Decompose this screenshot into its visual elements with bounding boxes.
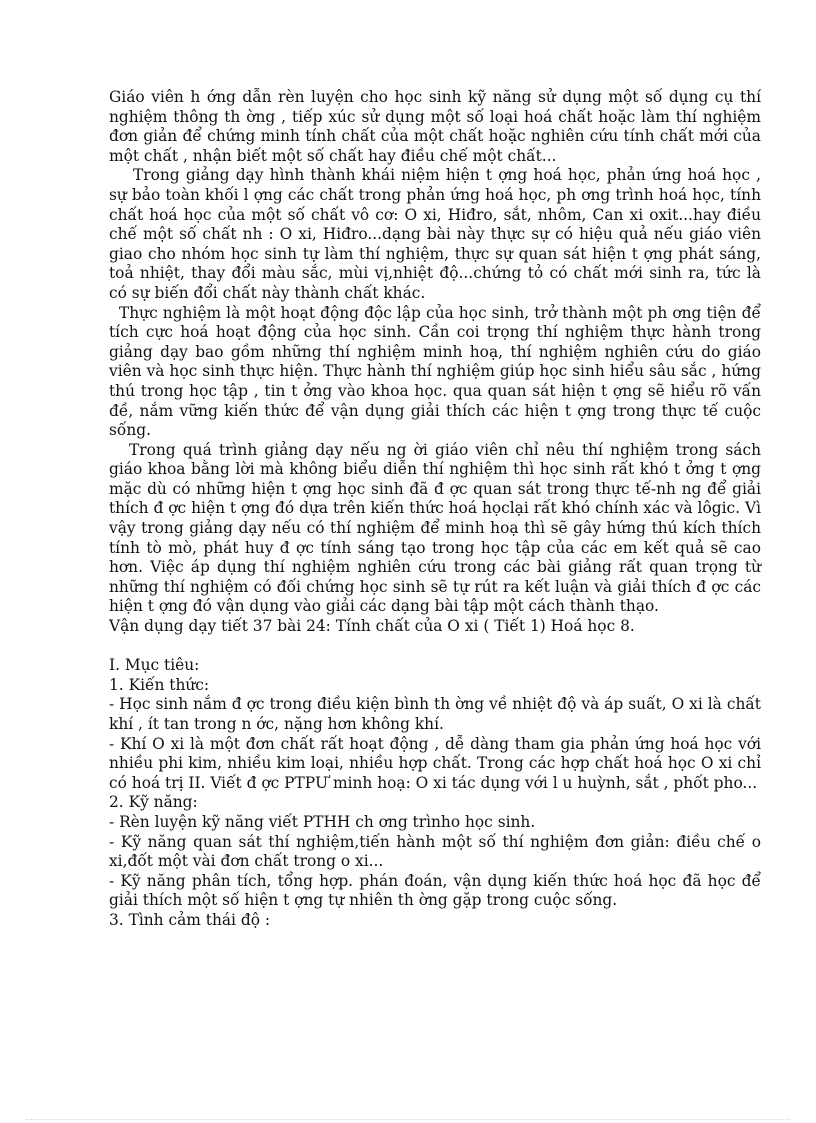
list-item-oxygen-properties: - Học sinh nắm đ ợc trong điều kiện bình th ờng về nhiệt độ và áp suất, O xi là chất khí , ít tan trong n ớc, nặng hơn không khí. [109, 695, 761, 733]
document-page [109, 88, 761, 931]
subheading-attitude: 3. Tình cảm thái độ : [109, 910, 271, 929]
lesson-title: Vận dụng dạy tiết 37 bài 24: Tính chất của O xi ( Tiết 1) Hoá học 8. [109, 617, 635, 636]
section-heading-objectives: I. Mục tiêu: [109, 656, 200, 675]
paragraph-teacher-guidance: Giáo viên h ớng dẫn rèn luyện cho học sinh kỹ năng sử dụng một số dụng cụ thí nghiệm thông th ờng , tiếp xúc sử dụng một số loại hoá chất hoặc làm thí nghiệm đơn giản để chứng minh tính chất của một chất hoặc nghiên cứu tính chất mới của một chất , nhận biết một số chất hay điều chế một chất... [109, 88, 761, 165]
list-item-observation-skill: - Kỹ năng quan sát thí nghiệm,tiến hành một số thí nghiệm đơn giản: điều chế o xi,đốt một vài đơn chất trong o xi... [109, 832, 761, 871]
blank-line [109, 637, 761, 657]
paragraph-demonstration: Trong quá trình giảng dạy nếu ng ời giáo viên chỉ nêu thí nghiệm trong sách giáo khoa bằng lời mà không biểu diễn thí nghiệm thì học sinh rất khó t ởng t ợng mặc dù có những hiện t ợng học sinh đã đ ợc quan sát trong thực tế-nh ng để giải thích đ ợc hiện t ợng đó dựa trên kiến thức hoá họclại rất khó chính xác và lôgic. Vì vậy trong giảng dạy nếu có thí nghiệm để minh hoạ thì sẽ gây hứng thú kích thích tính tò mò, phát huy đ ợc tính sáng tạo trong học tập của các em kết quả sẽ cao hơn. Việc áp dụng thí nghiệm nghiên cứu trong các bài giảng rất quan trọng từ những thí nghiệm có đối chứng học sinh sẽ tự rút ra kết luận và giải thích đ ợc các hiện t ợng đó vận dụng vào giải các dạng bài tập một cách thành thạo. [109, 440, 761, 616]
paragraph-experiment-role: Thực nghiệm là một hoạt động độc lập của học sinh, trở thành một ph ơng tiện để tích cực hoá hoạt động của học sinh. Cần coi trọng thí nghiệm thực hành trong giảng dạy bao gồm những thí nghiệm minh hoạ, thí nghiệm nghiên cứu do giáo viên và học sinh thực hiện. Thực hành thí nghiệm giúp học sinh hiểu sâu sắc , hứng thú trong học tập , tin t ởng vào khoa học. qua quan sát hiện t ợng sẽ hiểu rõ vấn đề, nắm vững kiến thức để vận dụng giải thích các hiện t ợng trong thực tế cuộc sống. [109, 303, 761, 440]
paragraph-concept-teaching: Trong giảng dạy hình thành khái niệm hiện t ợng hoá học, phản ứng hoá học , sự bảo toàn khối l ợng các chất trong phản ứng hoá học, ph ơng trình hoá học, tính chất hoá học của một số chất vô cơ: O xi, Hiđro, sắt, nhôm, Can xi oxit...hay điều chế một số chất nh : O xi, Hiđro...dạng bài này thực sự có hiệu quả nếu giáo viên giao cho nhóm học sinh tự làm thí nghiệm, thực sự quan sát hiện t ợng phát sáng, toả nhiệt, thay đổi màu sắc, mùi vị,nhiệt độ...chứng tỏ có chất mới sinh ra, tức là có sự biến đổi chất này thành chất khác. [109, 166, 761, 302]
page-bottom-rule [26, 1119, 790, 1120]
list-item-oxygen-reactivity: - Khí O xi là một đơn chất rất hoạt động , dễ dàng tham gia phản ứng hoá học với nhiều phi kim, nhiều kim loại, nhiều hợp chất. Trong các hợp chất hoá học O xi chỉ có hoá trị II. Viết đ ợc PTPƯ minh hoạ: O xi tác dụng với l u huỳnh, sắt , phốt pho... [109, 734, 761, 792]
list-item-equation-skill: - Rèn luyện kỹ năng viết PTHH ch ơng trìnho học sinh. [109, 812, 536, 831]
subheading-knowledge: 1. Kiến thức: [109, 675, 210, 694]
list-item-analysis-skill: - Kỹ năng phân tích, tổng hợp. phán đoán, vận dụng kiến thức hoá học đã học để giải thích một số hiện t ợng tự nhiên th ờng gặp trong cuộc sống. [109, 871, 761, 910]
subheading-skills: 2. Kỹ năng: [109, 793, 198, 812]
